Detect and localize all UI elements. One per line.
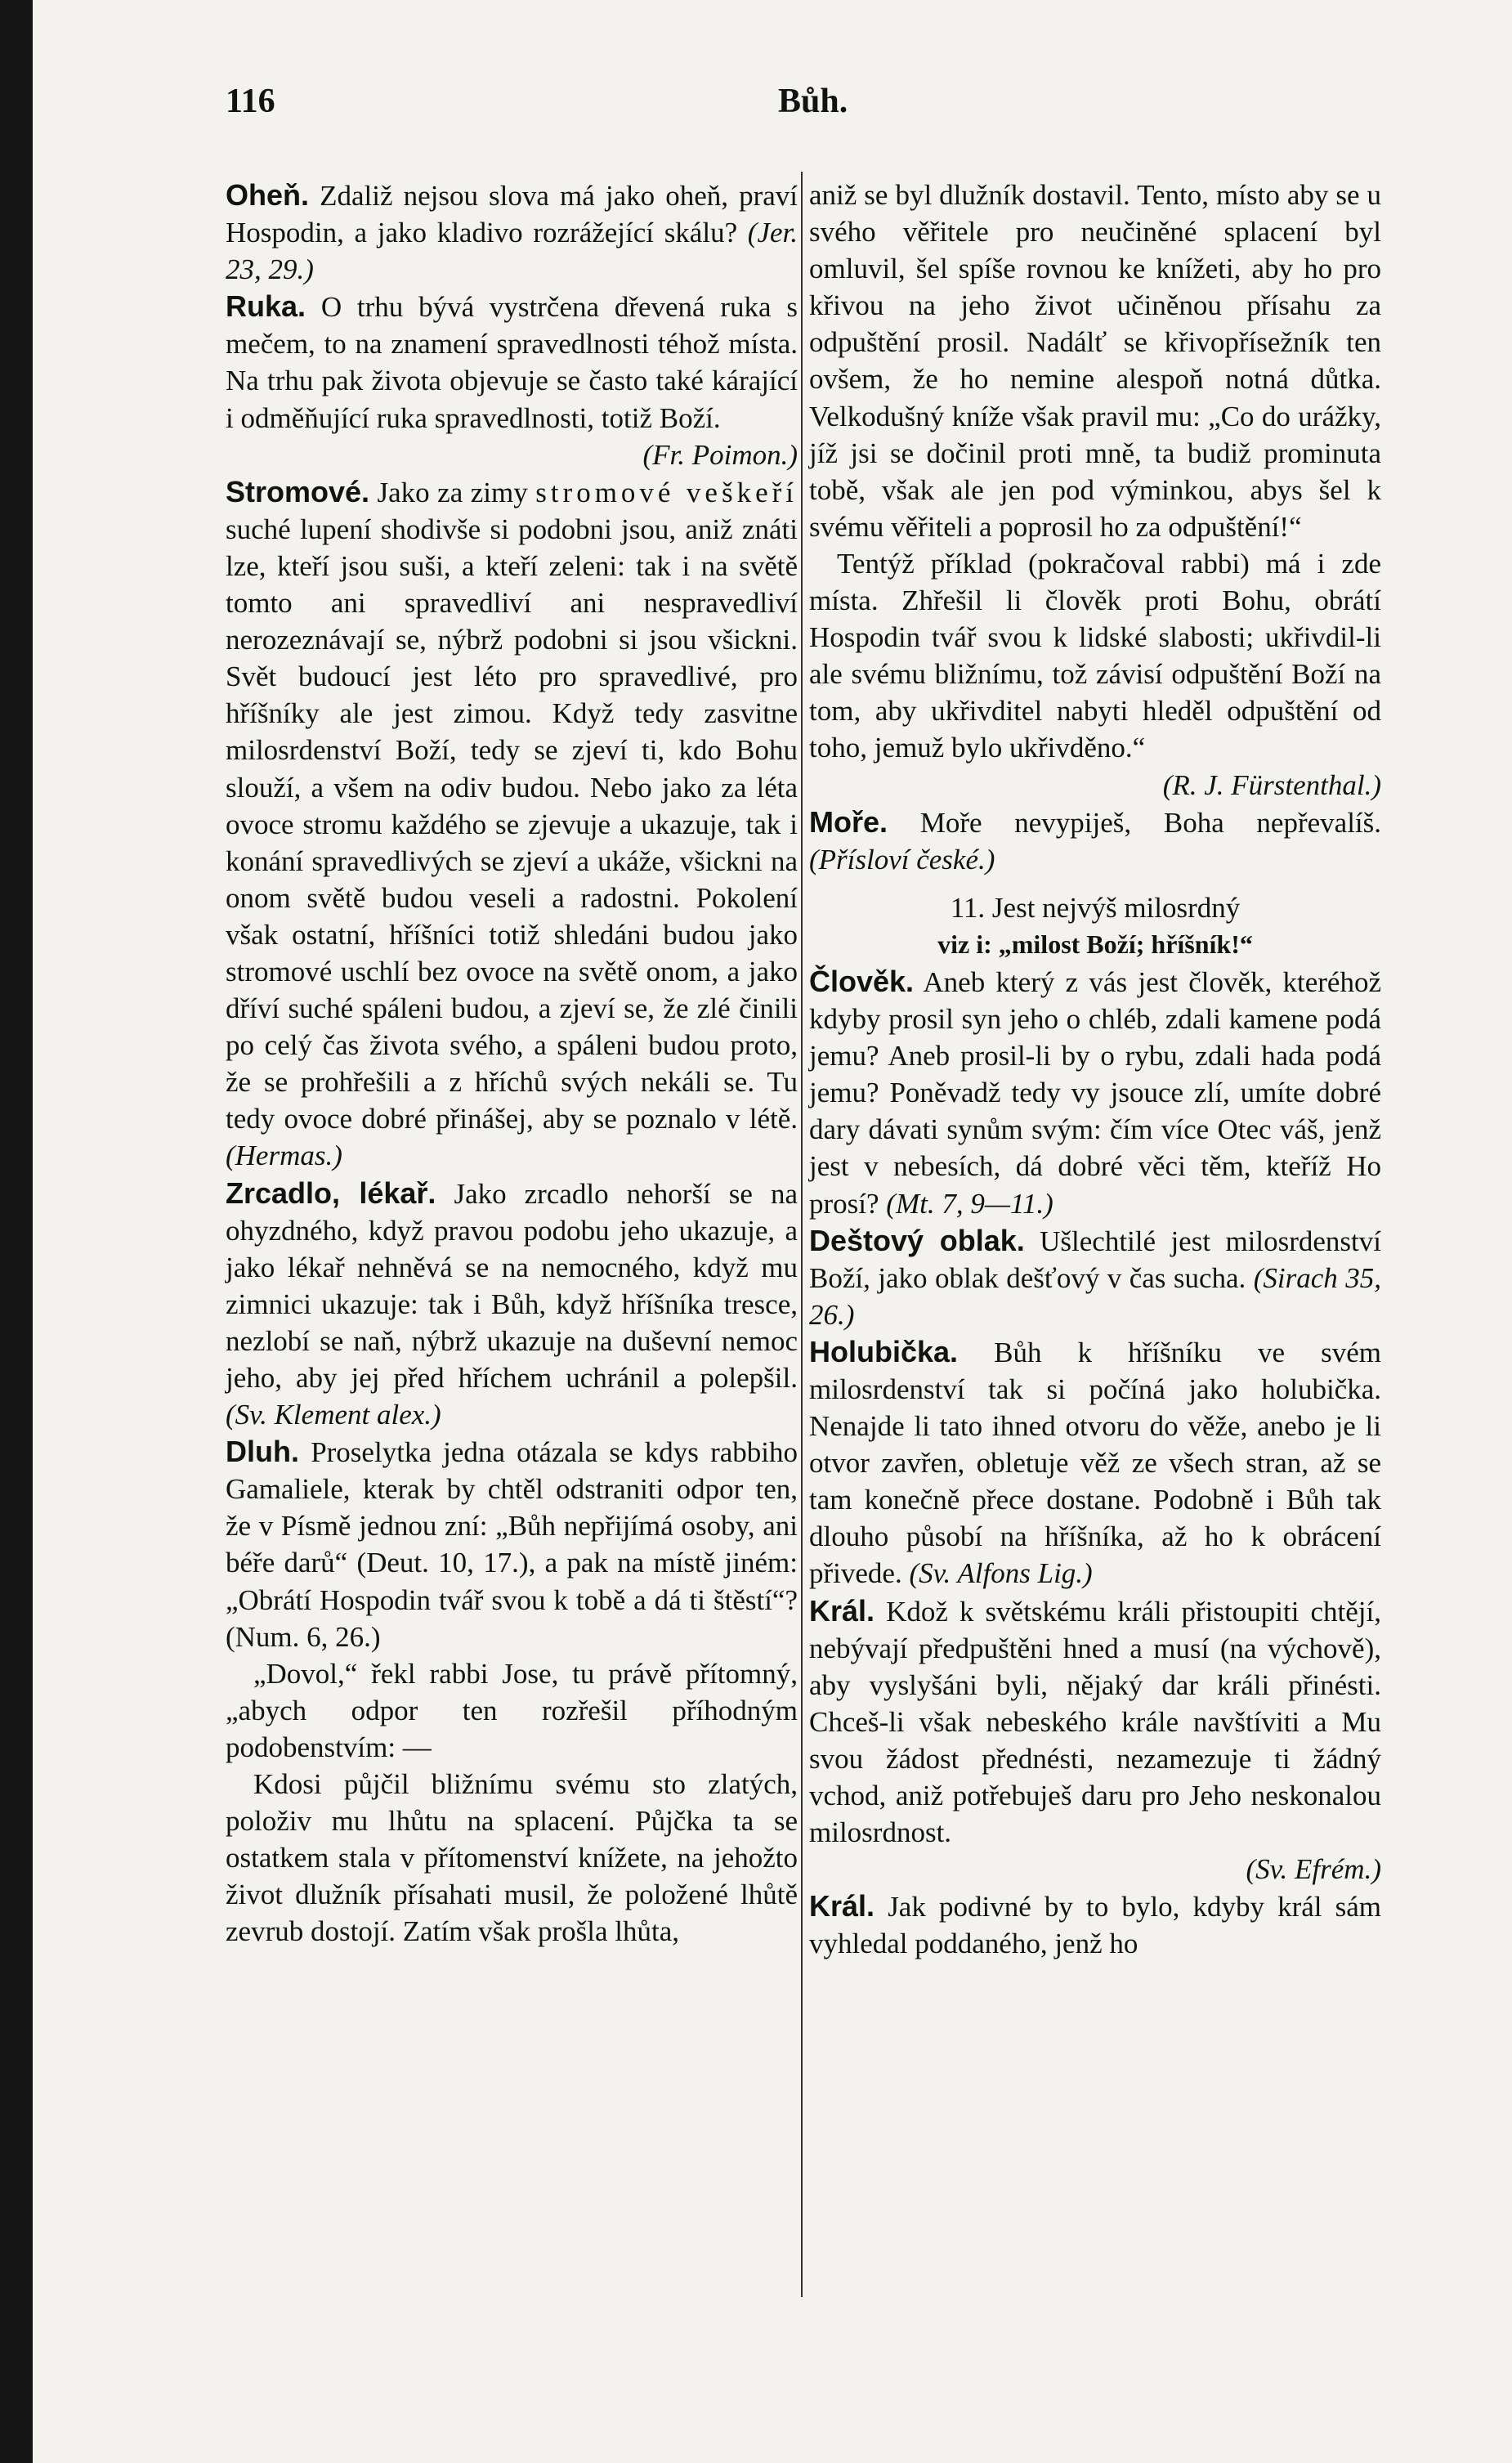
entry-text: Proselytka jedna otázala se kdys rabbiho Gamaliele, kterak by chtěl odstraniti odpor ten, že v Písmě jednou zní: „Bůh nepřijímá osoby, ani béře darů“ (Deut. 10, 17.), a pak na místě jiném: „Obrátí Hospodin tvář svou k tobě a dá ti štěstí“? (Num. 6, 26.) (226, 1436, 798, 1653)
column-divider (801, 172, 803, 2297)
entry-heading: Král. (809, 1593, 875, 1628)
entry-destovy (809, 1222, 1381, 1333)
entry-heading: Dluh. (226, 1435, 299, 1469)
entry-heading: Stromové. (226, 474, 370, 508)
section-heading: 11. Jest nejvýš milosrdný (950, 891, 1241, 924)
entry-citation: (Sv. Efrém.) (1246, 1853, 1381, 1886)
entry-citation: (Fr. Poimon.) (642, 438, 798, 471)
entry-heading: Ruka. (226, 289, 306, 324)
paragraph: „Dovol,“ řekl rabbi Jose, tu právě přítomný, „abych odpor ten rozřešil příhodným podobenstvím: — (226, 1657, 798, 1763)
entry-heading: Holubička. (809, 1334, 959, 1368)
entry-heading: Král. (809, 1889, 875, 1923)
entry-citation: (Hermas.) (226, 1140, 342, 1172)
page-number: 116 (226, 83, 275, 120)
entry-citation: (R. J. Fürstenthal.) (1162, 768, 1381, 801)
entry-text: Jako za zimy (377, 476, 528, 508)
entry-citation: (Sv. Klement alex.) (226, 1399, 441, 1431)
entry-heading: Moře. (809, 804, 888, 839)
paragraph: Tentýž příklad (pokračoval rabbi) má i zde místa. Zhřešil li člověk proti Bohu, obrátí Hospodin tvář svou k lidské slabosti; ukřivdil-li ale svému bližnímu, tož závisí odpuštění Boží na tom, aby ukřivditel nabyti hleděl odpuštění od toho, jemuž bylo ukřivděno.“ (809, 547, 1381, 764)
entry-text: Zdaliž nejsou slova má jako oheň, praví Hospodin, a jako kladivo rozrážející skálu? (226, 180, 798, 249)
entry-text: Aneb který z vás jest člověk, kteréhož kdyby prosil syn jeho o chléb, zdali kamene podá jemu? Aneb prosil-li by o rybu, zdali hada podá jemu? Poněvadž tedy vy jsouce zlí, umíte dobré dary dávati synům svým: čím více Otec váš, jenž jest v nebesích, dá dobré věci těm, kteříž Ho prosí? (809, 965, 1381, 1220)
entry-text: suché lupení shodivše si podobni jsou, aniž znáti lze, kteří jsou suši, a kteří zeleni: tak i na světě tomto ani spravedliví ani nespravedliví nerozeznávají se, nýbrž podobni si jsou všickni. Svět budoucí jest léto pro spravedlivé, pro hříšníky ale jest zimou. Když tedy zasvitne milosrdenství Boží, tedy se zjeví ti, kdo Bohu slouží, a všem na odiv budou. Nebo jako za léta ovoce stromu každého se zjevuje a ukazuje, tak i konání spravedlivých se zjeví a ukáže, všickni na onom světě budou veseli a radostni. Pokolení však ostatní, hříšníci totiž shledáni budou jako stromové uschlí bez ovoce na světě onom, a jako dříví suché spáleni budou, a zjeví se, že zlé činili po celý čas života svého, a spáleni budou proto, že se prohřešili a z hříchů svých nekáli se. Tu tedy ovoce dobré přinášej, aby se poznalo v létě. (226, 513, 798, 1135)
entry-citation: (Sv. Alfons Lig.) (909, 1557, 1093, 1590)
entry-text: Jako zrcadlo nehorší se na ohyzdného, když pravou podobu jeho ukazuje, a jako lékař nehněvá se na nemocného, když mu zimnici ukazuje: tak i Bůh, když hříšníka tresce, nezlobí se naň, nýbrž ukazuje na duševní nemoc jeho, aby jej před hříchem uchránil a polepšil. (226, 1177, 798, 1394)
entry-ruka (226, 288, 798, 472)
citation-line (809, 767, 1381, 804)
entry-heading: Zrcadlo, lékař. (226, 1176, 436, 1210)
entry-ohen (226, 177, 798, 288)
entry-holubicka (809, 1333, 1381, 1592)
entry-citation: (Mt. 7, 9—11.) (886, 1187, 1053, 1220)
paragraph: Kdosi půjčil bližnímu svému sto zlatých, položiv mu lhůtu na splacení. Půjčka ta se ostatkem stala v přítomenství knížete, na jehožto život dlužník přísahati musil, že položené lhůtě zevrub dostojí. Zatím však prošla lhůta, (226, 1768, 798, 1948)
entry-text: O trhu bývá vystrčena dřevená ruka s mečem, to na znamení spravedlnosti téhož místa. Na trhu pak života objevuje se často také kárající i odměňující ruka spravedlnosti, totiž Boží. (226, 291, 798, 434)
entry-text: Jak podivné by to bylo, kdyby král sám vyhledal poddaného, jenž ho (809, 1891, 1382, 1960)
entry-text: Bůh k hříšníku ve svém milosrdenství tak si počíná jako holubička. Nenajde li tato ihned otvoru do věže, anebo je li otvor zavřen, obletuje věž ze všech stran, až se tam konečně přece dostane. Podobně i Bůh tak dlouho působí na hříšníka, až ho k obrácení přivede. (809, 1336, 1381, 1590)
entry-text: Ušlechtilé jest milosrdenství Boží, jako oblak dešťový v čas sucha. (809, 1225, 1382, 1294)
entry-heading: Deštový oblak. (809, 1223, 1025, 1257)
entry-kral-2 (809, 1888, 1381, 1962)
running-title: Bůh. (778, 83, 848, 120)
entry-more (809, 804, 1381, 878)
page-header (226, 74, 1411, 123)
entry-clovek (809, 963, 1381, 1222)
see-also: viz i: „milost Boží; hříšník!“ (937, 929, 1253, 959)
right-column (809, 177, 1381, 1963)
entry-heading: Člověk. (809, 964, 915, 998)
entry-text-spaced: stromové veškeří (535, 476, 798, 508)
entry-citation: (Sirach 35, 26.) (809, 1261, 1381, 1331)
entry-citation: (Jer. 23, 29.) (226, 217, 798, 286)
entry-dluh (226, 1433, 798, 1655)
left-column (226, 177, 798, 1950)
book-page (33, 0, 1512, 2463)
entry-kral-1 (809, 1592, 1381, 1888)
entry-zrcadlo (226, 1175, 798, 1434)
entry-heading: Oheň. (226, 178, 310, 212)
entry-text: Kdož k světskému králi přistoupiti chtějí, nebývají předpuštěni hned a musí (na výchově), aby vyslyšáni byli, nějaký dar králi přinésti. Chceš-li však nebeského krále navštíviti a Mu svou žádost přednésti, nezamezuje ti žádný vchod, aniž potřebuješ daru pro Jeho neskonalou milosrdnost. (809, 1595, 1381, 1849)
entry-citation: (Přísloví české.) (809, 843, 995, 875)
paragraph: aniž se byl dlužník dostavil. Tento, místo aby se u svého věřitele pro neučiněné splacení byl omluvil, šel spíše rovnou ke knížeti, aby ho pro křivou na jeho život učiněnou přísahu za odpuštění prosil. Nadálť se křivopřísežník ten ovšem, že ho nemine alespoň notná důtka. Velkodušný kníže však pravil mu: „Co do urážky, jíž jsi se dočinil proti mně, ta budiž prominuta tobě, však ale jen pod výminkou, abys šel k svému věřiteli a poprosil ho za odpuštění!“ (809, 179, 1381, 543)
entry-text: Moře nevypiješ, Boha nepřevalíš. (919, 806, 1382, 839)
entry-stromove (226, 473, 798, 1175)
